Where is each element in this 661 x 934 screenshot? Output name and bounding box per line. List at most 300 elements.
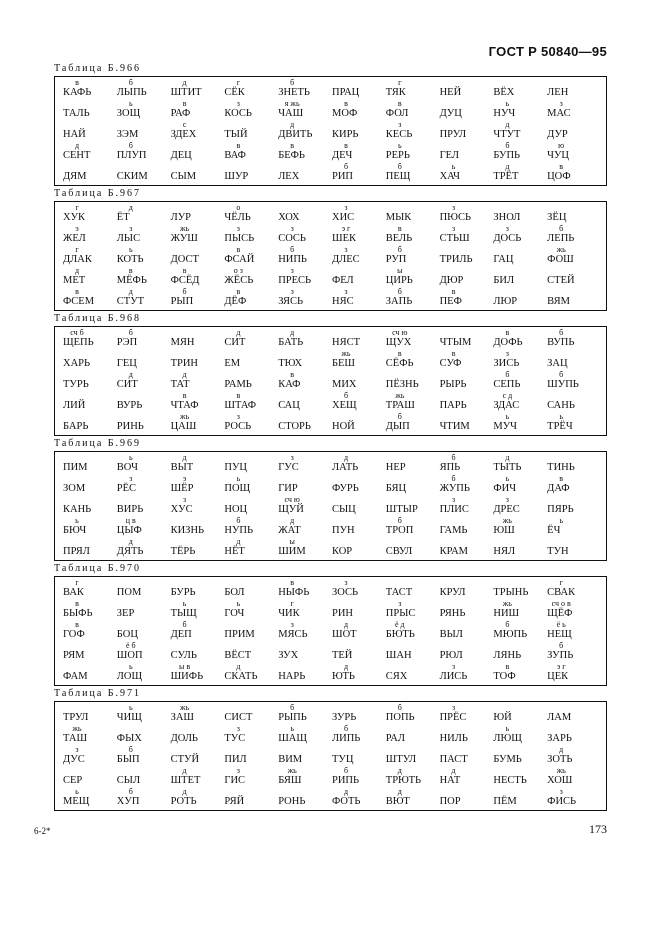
word-cell bbox=[278, 288, 332, 309]
word: ПЕЩ bbox=[385, 171, 411, 182]
word-cell bbox=[386, 100, 440, 121]
word: ЦОФ bbox=[547, 171, 571, 182]
word-cell bbox=[278, 121, 332, 142]
word: ДЕЦ bbox=[170, 150, 192, 161]
transcription-mark: д bbox=[128, 203, 133, 212]
word: ЗЕР bbox=[116, 608, 135, 619]
word-cell bbox=[117, 121, 171, 142]
word-cell bbox=[493, 121, 547, 142]
word-cell bbox=[493, 454, 547, 475]
word-cell bbox=[547, 496, 601, 517]
word-cell bbox=[63, 663, 117, 684]
word-cell bbox=[278, 371, 332, 392]
transcription-mark: з bbox=[290, 266, 294, 275]
word-cell bbox=[224, 392, 278, 413]
word: СЯХ bbox=[385, 671, 408, 682]
word-cell bbox=[547, 288, 601, 309]
page-header: ГОСТ Р 50840—95 bbox=[488, 44, 607, 59]
word-cell bbox=[117, 100, 171, 121]
transcription-mark: жь bbox=[180, 224, 190, 233]
transcription-mark: в bbox=[397, 224, 402, 233]
word-cell bbox=[63, 267, 117, 288]
word: РЁС bbox=[116, 483, 137, 494]
word: ПЫСЬ bbox=[224, 233, 255, 244]
table-row bbox=[63, 579, 602, 600]
transcription-mark: жь bbox=[180, 703, 190, 712]
transcription-mark: в bbox=[128, 266, 133, 275]
word: МУЧ bbox=[493, 421, 517, 432]
word: ЩЕПЬ bbox=[63, 337, 94, 348]
transcription-mark: ь bbox=[505, 99, 510, 108]
transcription-mark: сч ю bbox=[284, 495, 300, 504]
word-cell bbox=[224, 621, 278, 642]
word-cell bbox=[171, 600, 225, 621]
word-cell bbox=[278, 642, 332, 663]
word: ШОТ bbox=[331, 629, 357, 640]
word-cell bbox=[224, 517, 278, 538]
table-row bbox=[63, 767, 602, 788]
word: КАФ bbox=[278, 379, 301, 390]
word-cell bbox=[547, 600, 601, 621]
transcription-mark: б bbox=[397, 287, 402, 296]
table-row bbox=[63, 267, 602, 288]
word: ГАМЬ bbox=[439, 525, 468, 536]
word: МЫК bbox=[385, 212, 412, 223]
transcription-mark: д bbox=[397, 787, 402, 796]
word-cell bbox=[171, 746, 225, 767]
word-cell bbox=[386, 746, 440, 767]
transcription-mark: з bbox=[505, 224, 509, 233]
tables-container bbox=[54, 62, 607, 812]
word-cell bbox=[547, 329, 601, 350]
transcription-mark: ю bbox=[558, 141, 565, 150]
word-cell bbox=[332, 100, 386, 121]
word: ЛЮР bbox=[493, 296, 518, 307]
transcription-mark: жь bbox=[502, 599, 512, 608]
transcription-mark: б bbox=[397, 162, 402, 171]
word-cell bbox=[493, 767, 547, 788]
word-cell bbox=[547, 204, 601, 225]
word: БЫФЬ bbox=[63, 608, 93, 619]
word-cell bbox=[440, 621, 494, 642]
table-caption: Таблица Б.968 bbox=[54, 313, 142, 324]
transcription-mark: з bbox=[451, 224, 456, 233]
word: ШАН bbox=[385, 650, 412, 661]
word-cell bbox=[440, 246, 494, 267]
word-cell bbox=[547, 100, 601, 121]
word-cell bbox=[440, 288, 494, 309]
word: ХОХ bbox=[278, 212, 300, 223]
word-cell bbox=[386, 767, 440, 788]
word: БЯШ bbox=[278, 775, 302, 786]
word-cell bbox=[386, 79, 440, 100]
word-cell bbox=[440, 79, 494, 100]
word: РОНЬ bbox=[278, 796, 306, 807]
table-caption: Таблица Б.967 bbox=[54, 188, 142, 199]
word-cell bbox=[278, 621, 332, 642]
word: НЁТ bbox=[224, 546, 245, 557]
transcription-mark: д bbox=[182, 370, 187, 379]
word-cell bbox=[117, 621, 171, 642]
transcription-mark: ь bbox=[128, 662, 133, 671]
transcription-mark: з bbox=[505, 495, 509, 504]
word-cell bbox=[117, 392, 171, 413]
word: МЁФЬ bbox=[116, 275, 147, 286]
transcription-mark: б bbox=[559, 641, 564, 650]
word-cell bbox=[547, 517, 601, 538]
word: КОТЬ bbox=[116, 254, 144, 265]
transcription-mark: б bbox=[128, 328, 133, 337]
word: ТЯК bbox=[385, 87, 406, 98]
word: ЖУШ bbox=[170, 233, 198, 244]
word: НАРЬ bbox=[278, 671, 306, 682]
transcription-mark: д bbox=[128, 287, 133, 296]
word: ГАЦ bbox=[493, 254, 514, 265]
transcription-mark: д bbox=[290, 328, 295, 337]
transcription-mark: д bbox=[74, 141, 80, 150]
word-cell bbox=[547, 246, 601, 267]
transcription-mark: ё ь bbox=[556, 620, 566, 629]
word-cell bbox=[278, 392, 332, 413]
word: ФИЧ bbox=[493, 483, 517, 494]
word-cell bbox=[440, 600, 494, 621]
transcription-mark: ь bbox=[559, 516, 563, 525]
word: РЫРЬ bbox=[439, 379, 467, 390]
word-cell bbox=[386, 246, 440, 267]
word-cell bbox=[117, 163, 171, 184]
word: ЗАРЬ bbox=[547, 733, 572, 744]
word: СЫЛ bbox=[116, 775, 141, 786]
word-cell bbox=[493, 100, 547, 121]
word-cell bbox=[493, 704, 547, 725]
transcription-mark: жь bbox=[287, 766, 297, 775]
table-row bbox=[63, 496, 602, 517]
word-cell bbox=[171, 288, 225, 309]
transcription-mark: б bbox=[128, 745, 133, 754]
word: ГИР bbox=[278, 483, 298, 494]
word: ДЛАК bbox=[63, 254, 92, 265]
word: ЧТУТ bbox=[493, 129, 521, 140]
word-cell bbox=[63, 496, 117, 517]
word: ПЮСЬ bbox=[439, 212, 471, 223]
transcription-mark: д bbox=[505, 120, 510, 129]
word-cell bbox=[386, 788, 440, 809]
word-cell bbox=[386, 475, 440, 496]
table-row bbox=[63, 725, 602, 746]
word: ПЁМ bbox=[493, 796, 517, 807]
transcription-mark: з bbox=[290, 287, 294, 296]
word: МЮПЬ bbox=[493, 629, 528, 640]
transcription-mark: д bbox=[343, 787, 349, 796]
word: ВЮТ bbox=[385, 796, 410, 807]
word: РЯЙ bbox=[224, 796, 245, 807]
transcription-mark: в bbox=[344, 99, 348, 108]
word: ЛОЩ bbox=[116, 671, 143, 682]
word-cell bbox=[171, 371, 225, 392]
word-cell bbox=[117, 496, 171, 517]
word-cell bbox=[63, 517, 117, 538]
word: НУПЬ bbox=[224, 525, 254, 536]
table-caption: Таблица Б.970 bbox=[54, 563, 142, 574]
word-table bbox=[54, 326, 607, 436]
word: ВУРЬ bbox=[116, 400, 143, 411]
transcription-mark: д bbox=[182, 787, 187, 796]
word-cell bbox=[547, 79, 601, 100]
word: ТЕЙ bbox=[331, 650, 353, 661]
word-cell bbox=[224, 767, 278, 788]
word-cell bbox=[332, 246, 386, 267]
word: МЯСЬ bbox=[278, 629, 308, 640]
transcription-mark: ь bbox=[128, 453, 133, 462]
word-cell bbox=[117, 579, 171, 600]
word-cell bbox=[386, 704, 440, 725]
word-cell bbox=[332, 496, 386, 517]
transcription-mark: б bbox=[397, 516, 402, 525]
word-cell bbox=[332, 350, 386, 371]
transcription-mark: ы bbox=[397, 266, 403, 275]
word-table bbox=[54, 76, 607, 186]
transcription-mark: з bbox=[236, 412, 240, 421]
table-caption: Таблица Б.966 bbox=[54, 63, 142, 74]
word-cell bbox=[386, 142, 440, 163]
table-row bbox=[63, 392, 602, 413]
table-row bbox=[63, 621, 602, 642]
transcription-mark: б bbox=[559, 328, 564, 337]
word: ФОШ bbox=[547, 254, 574, 265]
word-cell bbox=[278, 746, 332, 767]
word: ПРУЛ bbox=[439, 129, 467, 140]
word: ПОЩ bbox=[224, 483, 251, 494]
word: ДЁФ bbox=[224, 296, 247, 307]
word: ПРИМ bbox=[224, 629, 255, 640]
transcription-mark: б bbox=[290, 245, 295, 254]
word: ТРЁТ bbox=[493, 171, 519, 182]
word-cell bbox=[440, 663, 494, 684]
word-cell bbox=[440, 163, 494, 184]
word: ТРАШ bbox=[385, 400, 415, 411]
word: ХАРЬ bbox=[63, 358, 91, 369]
word-cell bbox=[278, 538, 332, 559]
transcription-mark: д bbox=[397, 766, 402, 775]
word-cell bbox=[440, 142, 494, 163]
word-cell bbox=[224, 163, 278, 184]
word: НИПЬ bbox=[278, 254, 307, 265]
word: ЗОМ bbox=[63, 483, 86, 494]
word-cell bbox=[547, 413, 601, 434]
word-cell bbox=[440, 579, 494, 600]
word: МЯН bbox=[170, 337, 195, 348]
word-cell bbox=[171, 642, 225, 663]
word: СИТ bbox=[224, 337, 246, 348]
word: ПЯРЬ bbox=[547, 504, 574, 515]
word: НИЛЬ bbox=[439, 733, 468, 744]
word-cell bbox=[278, 600, 332, 621]
word: ЕМ bbox=[224, 358, 241, 369]
word: ТЫЙ bbox=[224, 129, 248, 140]
word: ДОЛЬ bbox=[170, 733, 198, 744]
word: ГОФ bbox=[63, 629, 85, 640]
word-cell bbox=[171, 663, 225, 684]
word-cell bbox=[224, 100, 278, 121]
transcription-mark: з bbox=[451, 495, 456, 504]
word: ЦЫФ bbox=[116, 525, 142, 536]
transcription-mark: жь bbox=[72, 724, 82, 733]
word-cell bbox=[117, 413, 171, 434]
transcription-mark: б bbox=[451, 453, 456, 462]
word: ЯПЬ bbox=[439, 462, 461, 473]
transcription-mark: ы в bbox=[179, 662, 191, 671]
word: КЕСЬ bbox=[385, 129, 413, 140]
word-cell bbox=[493, 350, 547, 371]
word: ШТАФ bbox=[224, 400, 257, 411]
word-cell bbox=[332, 788, 386, 809]
word: ЛАТЬ bbox=[331, 462, 359, 473]
word: БОЛ bbox=[224, 587, 245, 598]
word: БУРЬ bbox=[170, 587, 196, 598]
word: ФУРЬ bbox=[331, 483, 359, 494]
word-cell bbox=[171, 621, 225, 642]
transcription-mark: д bbox=[236, 328, 241, 337]
word-cell bbox=[332, 413, 386, 434]
word: БЕФЬ bbox=[278, 150, 305, 161]
word: ДЛЕС bbox=[331, 254, 360, 265]
transcription-mark: ь bbox=[505, 412, 510, 421]
transcription-mark: б bbox=[290, 78, 295, 87]
word: НЕЙ bbox=[439, 87, 462, 98]
word-cell bbox=[440, 642, 494, 663]
transcription-mark: б bbox=[343, 766, 349, 775]
word: ХАЧ bbox=[439, 171, 460, 182]
table-row bbox=[63, 746, 602, 767]
word-cell bbox=[117, 204, 171, 225]
table-row bbox=[63, 704, 602, 725]
word-cell bbox=[224, 225, 278, 246]
transcription-mark: з bbox=[451, 703, 456, 712]
word: ШЁР bbox=[170, 483, 194, 494]
word: ХИС bbox=[331, 212, 355, 223]
word-cell bbox=[332, 517, 386, 538]
footer-signature: 6-2* bbox=[34, 826, 51, 836]
page-number: 173 bbox=[589, 822, 607, 836]
table-row bbox=[63, 225, 602, 246]
word: ПОР bbox=[439, 796, 461, 807]
word-cell bbox=[278, 475, 332, 496]
word-cell bbox=[332, 579, 386, 600]
word: РИН bbox=[331, 608, 353, 619]
word: ТЮХ bbox=[278, 358, 303, 369]
word-cell bbox=[171, 204, 225, 225]
word: ВИРЬ bbox=[116, 504, 144, 515]
word: ТРЁЧ bbox=[547, 421, 573, 432]
word: ЗИСЬ bbox=[493, 358, 520, 369]
transcription-mark: ь bbox=[128, 99, 133, 108]
transcription-mark: б bbox=[505, 141, 510, 150]
transcription-mark: с д bbox=[502, 391, 513, 400]
transcription-mark: з bbox=[505, 349, 509, 358]
word: САЦ bbox=[278, 400, 300, 411]
transcription-mark: д bbox=[451, 766, 456, 775]
word-cell bbox=[332, 142, 386, 163]
word: БЮЧ bbox=[63, 525, 87, 536]
word-cell bbox=[332, 663, 386, 684]
transcription-mark: д bbox=[182, 78, 187, 87]
transcription-mark: г bbox=[75, 203, 79, 212]
word: ДУР bbox=[547, 129, 568, 140]
word-cell bbox=[547, 725, 601, 746]
transcription-mark: ы bbox=[289, 537, 295, 546]
word-cell bbox=[493, 413, 547, 434]
word: НЕСТЬ bbox=[493, 775, 527, 786]
transcription-mark: ь bbox=[236, 599, 241, 608]
word-cell bbox=[386, 454, 440, 475]
word-cell bbox=[117, 475, 171, 496]
word-cell bbox=[332, 371, 386, 392]
word-cell bbox=[63, 600, 117, 621]
table-caption: Таблица Б.971 bbox=[54, 688, 142, 699]
word-cell bbox=[278, 788, 332, 809]
word-cell bbox=[440, 392, 494, 413]
word: ЖЁСЬ bbox=[224, 275, 254, 286]
word: БАТЬ bbox=[278, 337, 304, 348]
word-cell bbox=[547, 121, 601, 142]
word-cell bbox=[224, 496, 278, 517]
word-cell bbox=[493, 496, 547, 517]
transcription-mark: з bbox=[398, 599, 402, 608]
word: ЛЕХ bbox=[278, 171, 300, 182]
word: ПЛИС bbox=[439, 504, 469, 515]
word: ПУН bbox=[331, 525, 355, 536]
word-cell bbox=[171, 100, 225, 121]
word: ЛЕН bbox=[547, 87, 569, 98]
word-cell bbox=[440, 788, 494, 809]
word: ДЯТЬ bbox=[116, 546, 144, 557]
word: ПРАЦ bbox=[331, 87, 360, 98]
word: ЛИСЬ bbox=[439, 671, 468, 682]
transcription-mark: в bbox=[505, 328, 510, 337]
transcription-mark: г bbox=[75, 578, 79, 587]
word-cell bbox=[278, 225, 332, 246]
word: ФЕЛ bbox=[331, 275, 354, 286]
word-cell bbox=[63, 538, 117, 559]
word: ЩУЙ bbox=[278, 504, 304, 515]
word-cell bbox=[278, 517, 332, 538]
transcription-mark: с bbox=[182, 120, 187, 129]
word: КОСЬ bbox=[224, 108, 252, 119]
word: ЗУХ bbox=[278, 650, 299, 661]
word-cell bbox=[63, 329, 117, 350]
transcription-mark: з bbox=[559, 787, 563, 796]
transcription-mark: я жь bbox=[284, 99, 300, 108]
word: НЯС bbox=[331, 296, 354, 307]
word: СОСЬ bbox=[278, 233, 306, 244]
transcription-mark: ё б bbox=[125, 641, 136, 650]
word-cell bbox=[117, 538, 171, 559]
word: ВАФ bbox=[224, 150, 246, 161]
word: ЛЕПЬ bbox=[547, 233, 575, 244]
word-cell bbox=[493, 288, 547, 309]
word-cell bbox=[332, 288, 386, 309]
transcription-mark: з bbox=[451, 662, 456, 671]
word: ВЁСТ bbox=[224, 650, 252, 661]
transcription-mark: г bbox=[559, 578, 563, 587]
word-cell bbox=[547, 579, 601, 600]
word-cell bbox=[386, 329, 440, 350]
word-cell bbox=[547, 142, 601, 163]
transcription-mark: з bbox=[344, 287, 348, 296]
word-cell bbox=[171, 142, 225, 163]
word: ФСАЙ bbox=[224, 254, 255, 265]
transcription-mark: д bbox=[128, 537, 133, 546]
